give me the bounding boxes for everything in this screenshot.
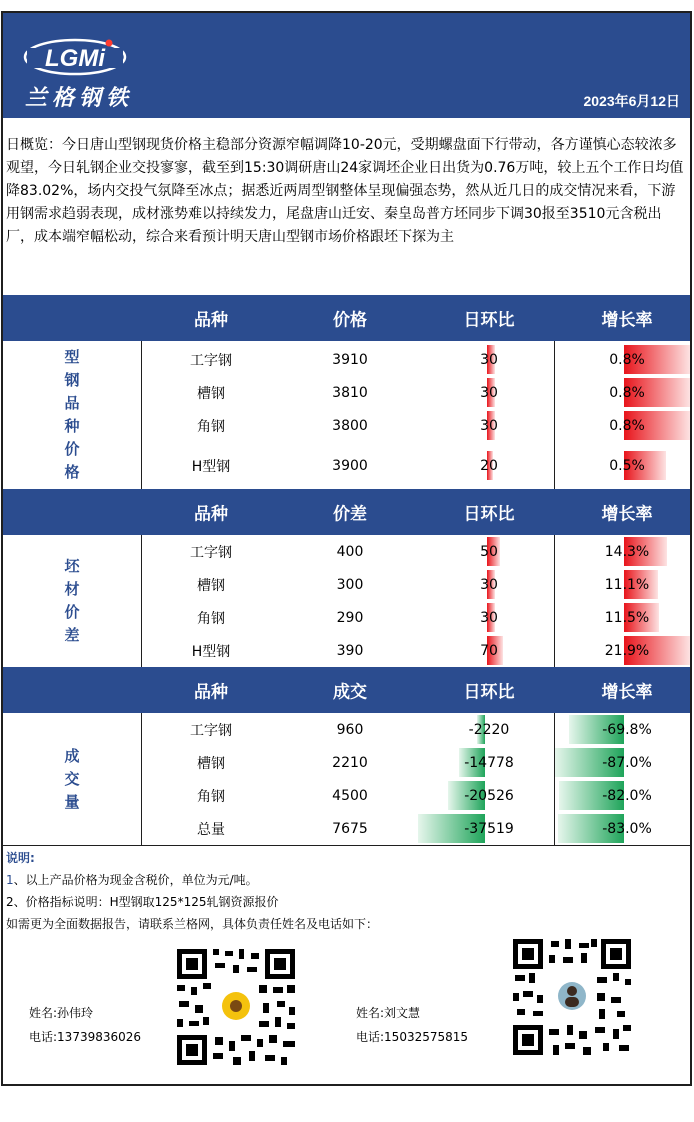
row-dod: 30 [480, 351, 498, 368]
report-frame [1, 11, 692, 1086]
table-row [3, 812, 690, 845]
table-row [3, 601, 690, 634]
note-number: 1 [6, 873, 14, 887]
row-value: 400 [336, 543, 364, 560]
price-table-header [3, 295, 690, 341]
header-spread: 价差 [333, 504, 367, 525]
note-line-1 [6, 869, 378, 891]
notes-block [6, 847, 378, 935]
label-char: 交 [64, 769, 80, 788]
table-row [3, 409, 690, 442]
row-value: 3910 [332, 351, 368, 368]
row-dod: 30 [480, 609, 498, 626]
row-rate: 21.9% [604, 642, 650, 659]
row-dod: 30 [480, 576, 498, 593]
label-char: 价 [64, 603, 80, 621]
row-rate: 0.8% [609, 351, 645, 368]
row-rate: -82.0% [602, 787, 652, 804]
row-rate: 11.1% [604, 576, 650, 593]
qr-code-icon [509, 935, 635, 1059]
row-rate: 0.8% [609, 384, 645, 401]
header-dod: 日环比 [463, 504, 515, 525]
label-char: 品 [64, 394, 80, 412]
row-value: 4500 [332, 787, 368, 804]
table-row [3, 634, 690, 667]
row-rate: 0.8% [609, 417, 645, 434]
contact-1 [29, 1001, 141, 1049]
header-variety: 品种 [194, 310, 228, 331]
row-value: 960 [336, 721, 364, 738]
header-price: 价格 [333, 310, 367, 331]
row-name: 总量 [197, 821, 225, 838]
row-name: 角钢 [197, 610, 225, 627]
note-text: 、以上产品价格为现金含税价，单位为元/吨。 [13, 873, 258, 887]
notes-title: 说明: [6, 851, 35, 865]
row-dod: 70 [480, 642, 498, 659]
table-row [3, 779, 690, 812]
row-dod: -20526 [464, 787, 514, 804]
table-row [3, 713, 690, 746]
header-rate: 增长率 [601, 504, 653, 525]
daily-summary: 日概览：今日唐山型钢现货价格主稳部分资源窄幅调降10-20元，受期螺盘面下行带动，各方谨慎心态较浓多观望，今日轧钢企业交投寥寥，截至到15:30调研唐山24家调坯企业日出货为0.76万吨，较上五个工作日均值降83.02%，场内交投气氛降至冰点；据悉近两周型钢整体呈现偏强态势，然从近几日的成交情况来看，下游用钢需求趋弱表现，成材涨势难以持续发力，尾盘唐山迁安、秦皇岛普方坯同步下调30报至3510元含税出厂，成本端窄幅松动，综合来看预计明天唐山型钢市场价格跟坯下探为主 [6, 137, 684, 245]
label-char: 成 [64, 746, 80, 765]
spread-table-header [3, 489, 690, 535]
row-dod: -37519 [464, 820, 514, 837]
header-dod: 日环比 [463, 310, 515, 331]
row-rate: -87.0% [602, 754, 652, 771]
row-rate: -83.0% [602, 820, 652, 837]
qr-code-icon [173, 945, 299, 1069]
header-banner [3, 13, 690, 118]
label-char: 差 [64, 626, 80, 644]
row-rate: -69.8% [602, 721, 652, 738]
row-dod: 30 [480, 417, 498, 434]
row-dod: 50 [480, 543, 498, 560]
row-name: 角钢 [197, 788, 225, 805]
row-value: 300 [336, 576, 364, 593]
row-name: 工字钢 [190, 544, 232, 561]
logo-chinese-name: 兰格钢铁 [25, 85, 134, 111]
row-value: 390 [336, 642, 364, 659]
row-value: 3800 [332, 417, 368, 434]
label-char: 量 [64, 792, 80, 811]
contact-phone: 电话:15032575815 [356, 1030, 469, 1044]
logo-mark-icon [23, 35, 127, 77]
report-date: 2023年6月12日 [583, 93, 680, 109]
row-name: 工字钢 [190, 352, 232, 369]
row-dod: 30 [480, 384, 498, 401]
row-name: 槽钢 [197, 385, 225, 402]
logo-text: LGMi [45, 45, 105, 72]
label-char: 材 [64, 580, 80, 598]
row-value: 7675 [332, 820, 368, 837]
header-volume: 成交 [333, 682, 367, 703]
table-row [3, 376, 690, 409]
row-dod: -2220 [468, 721, 510, 738]
row-name: 工字钢 [190, 722, 232, 739]
brand-logo [23, 35, 133, 113]
label-char: 坯 [64, 557, 80, 575]
table-row [3, 343, 690, 376]
table-row [3, 746, 690, 779]
row-name: H型钢 [191, 458, 231, 475]
label-char: 型 [64, 348, 80, 366]
row-name: H型钢 [191, 643, 231, 660]
header-dod: 日环比 [463, 682, 515, 703]
contact-name: 姓名:刘文慧 [356, 1006, 421, 1020]
note-line-2: 2、价格指标说明：H型钢取125*125轧钢资源报价 [6, 895, 279, 909]
header-rate: 增长率 [601, 682, 653, 703]
label-char: 钢 [64, 371, 80, 389]
row-name: 槽钢 [197, 755, 225, 772]
row-name: 槽钢 [197, 577, 225, 594]
row-rate: 11.5% [604, 609, 650, 626]
label-char: 种 [64, 417, 80, 435]
note-line-3: 如需更为全面数据报告，请联系兰格网，具体负责任姓名及电话如下： [6, 917, 379, 931]
row-value: 3900 [332, 457, 368, 474]
volume-table-header [3, 667, 690, 713]
header-rate: 增长率 [601, 310, 653, 331]
table-row [3, 535, 690, 568]
contact-phone: 电话:13739836026 [29, 1030, 142, 1044]
row-rate: 0.5% [609, 457, 645, 474]
contact-2 [356, 1001, 468, 1049]
label-char: 格 [64, 463, 80, 481]
row-dod: -14778 [464, 754, 514, 771]
divider [3, 845, 690, 846]
row-dod: 20 [480, 457, 498, 474]
row-name: 角钢 [197, 418, 225, 435]
row-value: 2210 [332, 754, 368, 771]
label-char: 价 [64, 440, 80, 458]
row-value: 3810 [332, 384, 368, 401]
row-rate: 14.3% [604, 543, 650, 560]
row-value: 290 [336, 609, 364, 626]
table-row [3, 449, 690, 482]
header-variety: 品种 [194, 504, 228, 525]
contact-name: 姓名:孙伟玲 [29, 1006, 94, 1020]
header-variety: 品种 [194, 682, 228, 703]
table-row [3, 568, 690, 601]
